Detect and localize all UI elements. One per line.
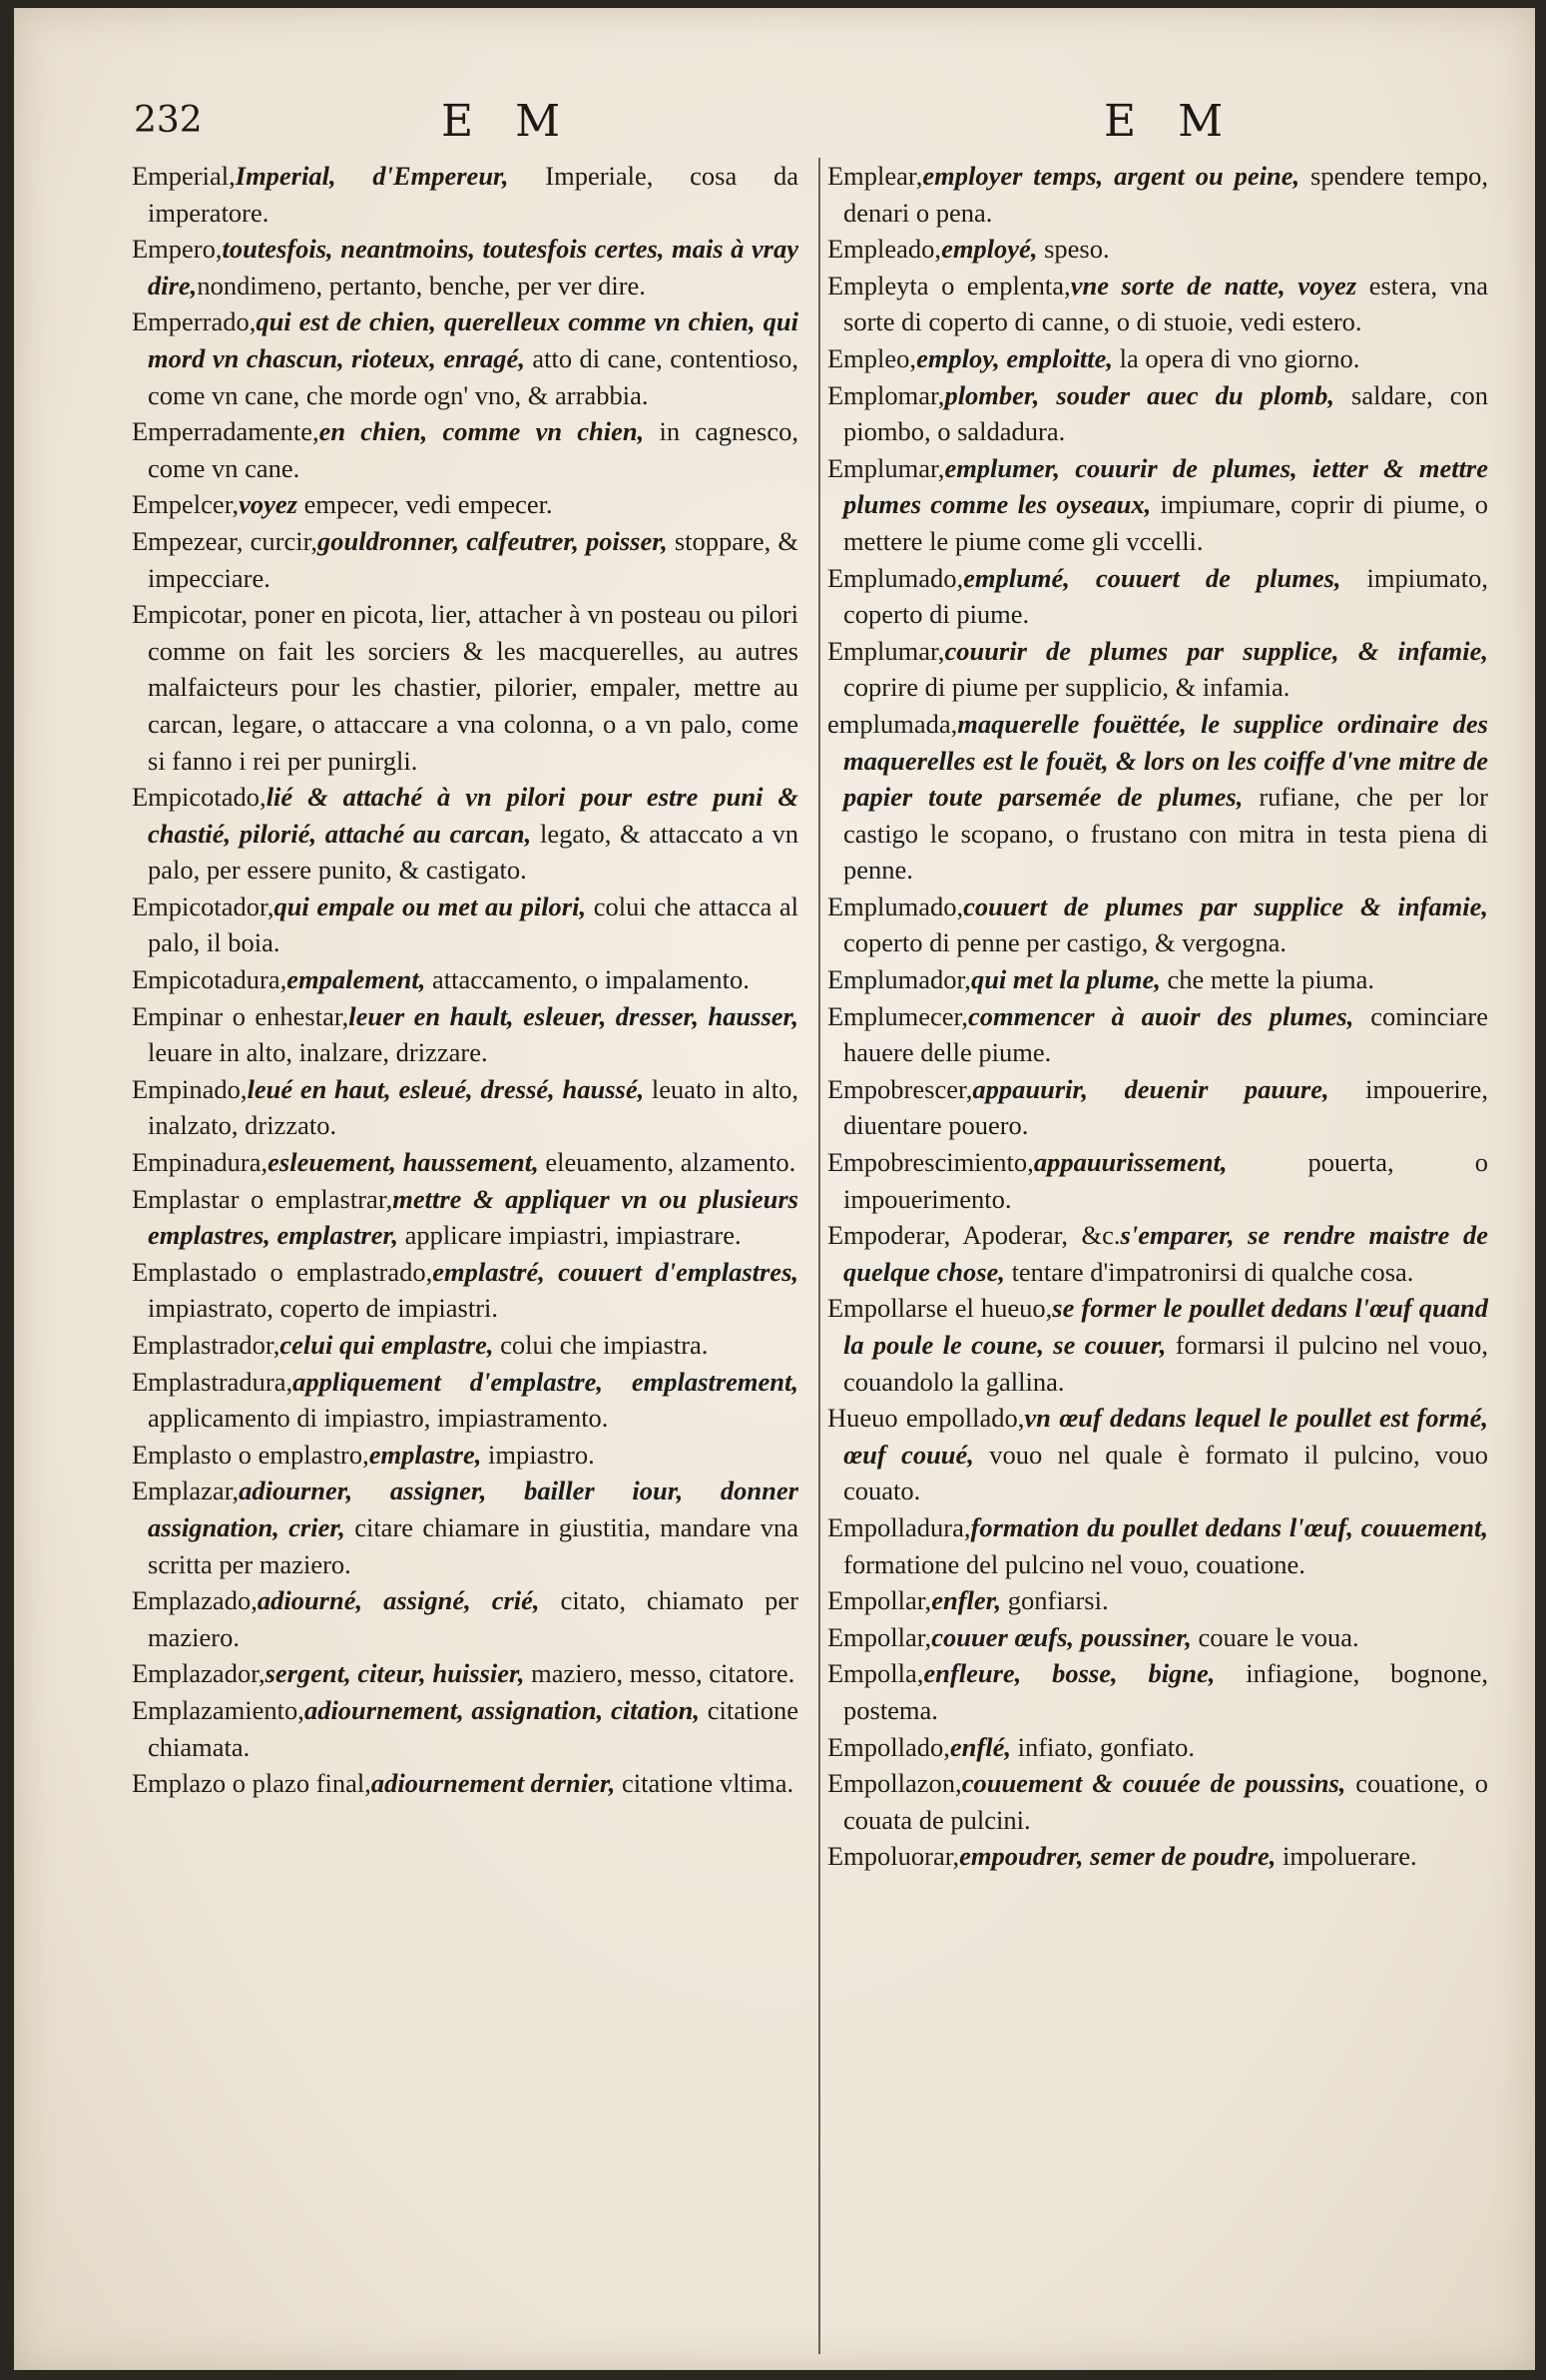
headword: emplumada, — [827, 708, 958, 739]
dictionary-entry — [827, 1509, 1488, 1582]
italian-gloss: stoppare, & impecciare. — [148, 525, 798, 593]
headword: Emplumar, — [827, 452, 945, 483]
french-gloss: adiournement dernier, — [370, 1768, 616, 1799]
french-gloss: emplumer, couurir de plumes, ietter & mettre plumes comme les oyseaux, — [843, 452, 1488, 520]
right-column — [827, 158, 1488, 1875]
italian-gloss: formatione del pulcino nel vouo, couatione. — [843, 1548, 1305, 1579]
french-gloss: vne sorte de natte, voyez — [1070, 270, 1357, 300]
dictionary-entry — [827, 377, 1488, 450]
french-gloss: employer temps, argent ou peine, — [922, 161, 1300, 191]
headword: Empoluorar, — [827, 1841, 960, 1872]
french-gloss: enflé, — [949, 1731, 1011, 1762]
dictionary-entry — [827, 889, 1488, 961]
page-header — [14, 96, 1535, 156]
headword: Emplazo o plazo final, — [132, 1768, 371, 1799]
dictionary-entry — [827, 1765, 1488, 1838]
headword: Emperial, — [132, 161, 236, 191]
italian-gloss: colui che attacca al palo, il boia. — [148, 891, 798, 958]
french-gloss: voyez — [239, 489, 297, 520]
french-gloss: sergent, citeur, huissier, — [264, 1658, 525, 1689]
italian-gloss: eleuamento, alzamento. — [538, 1147, 796, 1178]
french-gloss: couuer œufs, poussiner, — [931, 1621, 1192, 1652]
dictionary-entry — [132, 303, 798, 413]
french-gloss: emplumé, couuert de plumes, — [963, 562, 1341, 593]
headword: Empolla, — [827, 1658, 924, 1689]
italian-gloss: legato, & attaccato a vn palo, per essere punito, & castigato. — [148, 818, 799, 886]
french-gloss: couuert de plumes par supplice & infamie, — [963, 891, 1488, 921]
dictionary-entry — [132, 596, 798, 779]
headword: Empezear, curcir, — [132, 525, 317, 556]
headword: Empinadura, — [132, 1147, 268, 1178]
dictionary-entry — [827, 1655, 1488, 1728]
dictionary-entry — [132, 486, 798, 523]
italian-gloss: applicamento di impiastro, impiastramento. — [148, 1403, 609, 1434]
headword: Emplear, — [827, 161, 923, 191]
headword: Emplasto o emplastro, — [132, 1439, 369, 1470]
headword: Empleo, — [827, 342, 917, 373]
italian-gloss: applicare impiastri, impiastrare. — [398, 1220, 742, 1251]
french-gloss: s'emparer, se rendre maistre de quelque chose, — [843, 1220, 1488, 1287]
french-gloss: emplastré, couuert d'emplastres, — [432, 1256, 799, 1287]
french-gloss: adiourner, assigner, bailler iour, donner assignation, crier, — [148, 1476, 798, 1542]
french-gloss: Imperial, d'Empereur, — [235, 161, 509, 191]
headword: Emplomar, — [827, 379, 945, 410]
italian-gloss: atto di cane, contentioso, come vn cane, che morde ogn' vno, & arrabbia. — [148, 342, 798, 410]
headword: Empollado, — [827, 1731, 950, 1762]
italian-gloss: empecer, vedi empecer. — [296, 489, 553, 520]
left-running-head: E M — [441, 96, 575, 147]
italian-gloss: coprire di piume per supplicio, & infamia. — [843, 672, 1290, 703]
dictionary-entry — [827, 998, 1488, 1071]
italian-gloss: poner en picota, lier, attacher à vn posteau ou pilori comme on fait les sorciers & les macquerelles, au autres malfaicteurs pour les chastier, pilorier, empaler, mettre au carcan, legare, o attaccare a vna colonna, o a vn palo, come si fanno i rei per punirgli. — [148, 599, 798, 776]
italian-gloss: attaccamento, o impalamento. — [425, 964, 750, 995]
french-gloss: mettre & appliquer vn ou plusieurs emplastres, emplastrer, — [148, 1183, 798, 1251]
dictionary-entry — [827, 560, 1488, 633]
headword: Empollar, — [827, 1585, 932, 1616]
headword: Emplumar, — [827, 635, 945, 666]
dictionary-entry — [827, 1619, 1488, 1656]
headword: Emperradamente, — [132, 416, 319, 447]
italian-gloss: formarsi il pulcino nel vouo, couandolo la gallina. — [843, 1330, 1488, 1397]
italian-gloss: estera, vna sorte di coperto di canne, o di stuoie, vedi estero. — [843, 270, 1488, 337]
french-gloss: leué en haut, esleué, dressé, haussé, — [247, 1073, 645, 1104]
french-gloss: couuement & couuée de poussins, — [961, 1768, 1346, 1799]
french-gloss: appauurissement, — [1033, 1147, 1228, 1178]
french-gloss: se former le poullet dedans l'œuf quand la poule le coune, se couuer, — [843, 1293, 1489, 1360]
french-gloss: plomber, souder auec du plomb, — [944, 379, 1334, 410]
dictionary-entry — [827, 706, 1488, 889]
french-gloss: vn œuf dedans lequel le poullet est formé, œuf couué, — [843, 1403, 1488, 1470]
headword: Emperrado, — [132, 306, 257, 337]
french-gloss: appliquement d'emplastre, emplastrement, — [292, 1366, 798, 1397]
headword: Emplumecer, — [827, 1000, 968, 1031]
french-gloss: formation du poullet dedans l'œuf, couuement, — [970, 1511, 1488, 1542]
headword: Empleado, — [827, 234, 942, 265]
italian-gloss: citatione chiamata. — [148, 1694, 798, 1762]
dictionary-entry — [132, 1364, 798, 1437]
italian-gloss: pouerta, o impouerimento. — [843, 1147, 1488, 1214]
headword: Emplazado, — [132, 1585, 258, 1616]
french-gloss: toutesfois, neantmoins, toutesfois certes, mais à vray dire, — [148, 234, 798, 300]
dictionary-entry — [132, 998, 798, 1071]
headword: Empollar, — [827, 1621, 932, 1652]
dictionary-entry — [827, 1071, 1488, 1144]
right-running-head: E M — [1104, 96, 1238, 147]
headword: Empicotadura, — [132, 964, 287, 995]
italian-gloss: colui che impiastra. — [493, 1330, 709, 1360]
dictionary-entry — [132, 523, 798, 596]
french-gloss: maquerelle fouëttée, le supplice ordinaire des maquerelles est le fouët, & lors on les coiffe d'vne mitre de papier toute parsemée de plumes, — [843, 708, 1488, 813]
page-number: 232 — [134, 100, 203, 141]
french-gloss: commencer à auoir des plumes, — [967, 1000, 1354, 1031]
dictionary-entry — [827, 158, 1488, 231]
headword: Empinar o enhestar, — [132, 1000, 349, 1031]
headword: Emplazar, — [132, 1476, 240, 1506]
dictionary-entry — [132, 889, 798, 961]
french-gloss: empalement, — [286, 964, 426, 995]
headword: Emplazador, — [132, 1658, 265, 1689]
headword: Empero, — [132, 234, 223, 265]
italian-gloss: coperto di penne per castigo, & vergogna. — [843, 927, 1287, 958]
italian-gloss: citatione vltima. — [615, 1768, 794, 1799]
italian-gloss: nondimeno, pertanto, benche, per ver dire. — [197, 270, 646, 300]
headword: Emplastrador, — [132, 1330, 280, 1360]
french-gloss: qui est de chien, querelleux comme vn chien, qui mord vn chascun, rioteux, enragé, — [148, 306, 798, 373]
headword: Emplumado, — [827, 891, 964, 921]
italian-gloss: impiumato, coperto di piume. — [843, 562, 1489, 630]
dictionary-entry — [827, 1582, 1488, 1619]
dictionary-entry — [827, 340, 1488, 377]
dictionary-entry — [132, 1071, 798, 1144]
dictionary-entry — [827, 1838, 1488, 1875]
column-divider — [818, 158, 820, 2354]
dictionary-page — [14, 8, 1535, 2370]
italian-gloss: spendere tempo, denari o pena. — [843, 161, 1488, 228]
italian-gloss: cominciare hauere delle piume. — [843, 1000, 1488, 1068]
italian-gloss: infiagione, bognone, postema. — [843, 1658, 1489, 1725]
french-gloss: qui met la plume, — [970, 964, 1161, 995]
italian-gloss: saldare, con piombo, o saldadura. — [843, 379, 1488, 447]
dictionary-entry — [132, 1655, 798, 1692]
dictionary-entry — [827, 1144, 1488, 1217]
dictionary-entry — [827, 268, 1488, 340]
headword: Emplumado, — [827, 562, 964, 593]
dictionary-entry — [132, 1692, 798, 1765]
dictionary-entry — [827, 450, 1488, 560]
headword: Emplastradura, — [132, 1366, 293, 1397]
headword: Empobrescimiento, — [827, 1147, 1034, 1178]
dictionary-entry — [827, 633, 1488, 706]
italian-gloss: vouo nel quale è formato il pulcino, vouo couato. — [843, 1439, 1489, 1506]
french-gloss: celui qui emplastre, — [279, 1330, 494, 1360]
italian-gloss: leuato in alto, inalzato, drizzato. — [148, 1073, 798, 1141]
dictionary-entry — [132, 1327, 798, 1364]
dictionary-entry — [132, 1473, 798, 1582]
headword: Empollarse el hueuo, — [827, 1293, 1053, 1324]
french-gloss: appauurir, deuenir pauure, — [972, 1073, 1329, 1104]
dictionary-entry — [827, 231, 1488, 268]
french-gloss: en chien, comme vn chien, — [318, 416, 645, 447]
italian-gloss: rufiane, che per lor castigo le scopano, o frustano con mitra in testa piena di penne. — [843, 782, 1488, 886]
dictionary-entry — [132, 1765, 798, 1802]
italian-gloss: la opera di vno giorno. — [1113, 342, 1360, 373]
left-column — [132, 158, 798, 1802]
french-gloss: adiourné, assigné, crié, — [257, 1585, 540, 1616]
dictionary-entry — [827, 1217, 1488, 1290]
italian-gloss: couatione, o couata de pulcini. — [843, 1768, 1488, 1835]
french-gloss: adiournement, assignation, citation, — [303, 1694, 701, 1725]
headword: Emplazamiento, — [132, 1694, 304, 1725]
dictionary-entry — [132, 231, 798, 303]
italian-gloss: speso. — [1037, 234, 1110, 265]
dictionary-entry — [827, 1290, 1488, 1400]
french-gloss: empoudrer, semer de poudre, — [959, 1841, 1277, 1872]
headword: Empicotar, — [132, 599, 248, 630]
headword: Empicotado, — [132, 782, 266, 813]
headword: Hueuo empollado, — [827, 1403, 1025, 1434]
italian-gloss: Imperiale, cosa da imperatore. — [148, 161, 798, 228]
italian-gloss: couare le voua. — [1191, 1621, 1359, 1652]
italian-gloss: impouerire, diuentare pouero. — [843, 1073, 1488, 1141]
headword: Empollazon, — [827, 1768, 962, 1799]
french-gloss: employ, emploitte, — [916, 342, 1114, 373]
french-gloss: employé, — [941, 234, 1038, 265]
french-gloss: emplastre, — [368, 1439, 482, 1470]
italian-gloss: impiumare, coprir di piume, o mettere le piume come gli vccelli. — [843, 489, 1488, 556]
headword: Empleyta o emplenta, — [827, 270, 1071, 300]
french-gloss: leuer en hault, esleuer, dresser, hausser, — [348, 1000, 798, 1031]
dictionary-entry — [132, 413, 798, 486]
french-gloss: qui empale ou met au pilori, — [273, 891, 587, 921]
dictionary-entry — [132, 961, 798, 998]
french-gloss: couurir de plumes par supplice, & infamie, — [944, 635, 1488, 666]
headword: Empelcer, — [132, 489, 240, 520]
headword: Empicotador, — [132, 891, 274, 921]
italian-gloss: tentare d'impatronirsi di qualche cosa. — [1004, 1256, 1414, 1287]
dictionary-entry — [132, 1437, 798, 1474]
italian-gloss: leuare in alto, inalzare, drizzare. — [148, 1037, 488, 1068]
italian-gloss: citare chiamare in giustitia, mandare vna scritta per maziero. — [148, 1511, 798, 1579]
italian-gloss: in cagnesco, come vn cane. — [148, 416, 798, 483]
italian-gloss: citato, chiamato per maziero. — [148, 1585, 798, 1652]
french-gloss: enfler, — [931, 1585, 1002, 1616]
dictionary-entry — [132, 158, 798, 231]
french-gloss: enfleure, bosse, bigne, — [923, 1658, 1216, 1689]
dictionary-entry — [132, 1254, 798, 1327]
dictionary-entry — [827, 1729, 1488, 1766]
french-gloss: lié & attaché à vn pilori pour estre puni & chastié, pilorié, attaché au carcan, — [148, 782, 798, 849]
italian-gloss: infiato, gonfiato. — [1011, 1731, 1195, 1762]
headword: Empobrescer, — [827, 1073, 973, 1104]
italian-gloss: che mette la piuma. — [1160, 964, 1374, 995]
italian-gloss: impiastrato, coperto de impiastri. — [148, 1293, 499, 1324]
italian-gloss: gonfiarsi. — [1001, 1585, 1109, 1616]
headword: Empinado, — [132, 1073, 248, 1104]
italian-gloss: impoluerare. — [1276, 1841, 1417, 1872]
headword: Empoderar, Apoderar, &c. — [827, 1220, 1121, 1251]
italian-gloss: impiastro. — [481, 1439, 595, 1470]
headword: Emplastado o emplastrado, — [132, 1256, 433, 1287]
headword: Empolladura, — [827, 1511, 971, 1542]
dictionary-entry — [132, 779, 798, 889]
dictionary-entry — [827, 961, 1488, 998]
french-gloss: esleuement, haussement, — [267, 1147, 539, 1178]
dictionary-entry — [132, 1181, 798, 1254]
french-gloss: gouldronner, calfeutrer, poisser, — [316, 525, 668, 556]
headword: Emplastar o emplastrar, — [132, 1183, 393, 1214]
italian-gloss: maziero, messo, citatore. — [524, 1658, 795, 1689]
dictionary-entry — [827, 1400, 1488, 1509]
headword: Emplumador, — [827, 964, 971, 995]
dictionary-entry — [132, 1582, 798, 1655]
dictionary-entry — [132, 1144, 798, 1181]
